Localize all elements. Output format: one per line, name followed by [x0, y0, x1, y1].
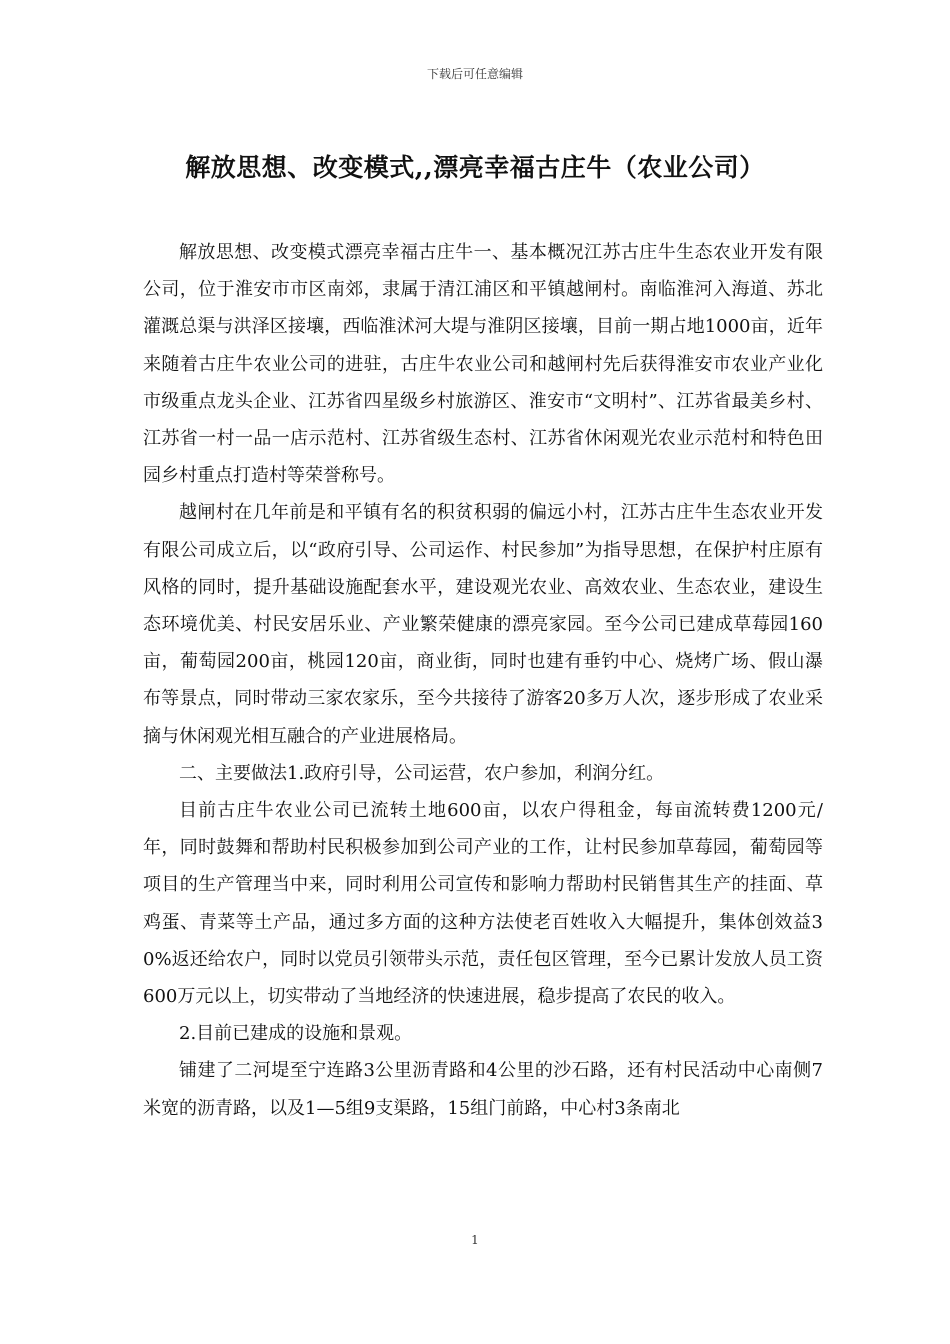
document-body [143, 234, 823, 1127]
document-title: 解放思想、改变模式,,漂亮幸福古庄牛（农业公司） [185, 153, 765, 182]
paragraph-roads: 铺建了二河堤至宁连路3公里沥青路和4公里的沙石路，还有村民活动中心南侧7米宽的沥青路，以及1—5组9支渠路，15组门前路，中心村3条南北 [143, 1060, 823, 1119]
page-number: 1 [471, 1233, 479, 1247]
paragraph-section-heading-methods: 二、主要做法1.政府引导，公司运营，农户参加，利润分红。 [179, 762, 665, 784]
paragraph-village-history: 越闸村在几年前是和平镇有名的积贫积弱的偏远小村，江苏古庄牛生态农业开发有限公司成立后，以“政府引导、公司运作、村民参加”为指导思想，在保护村庄原有风格的同时，提升基础设施配套水平，建设观光农业、高效农业、生态农业，建设生态环境优美、村民安居乐业、产业繁荣健康的漂亮家园。至今公司已建成草莓园160亩，葡萄园200亩，桃园120亩，商业街，同时也建有垂钓中心、烧烤广场、假山瀑布等景点，同时带动三家农家乐，至今共接待了游客20多万人次，逐步形成了农业采摘与休闲观光相互融合的产业进展格局。 [143, 502, 823, 747]
page-header-note: 下载后可任意编辑 [426, 67, 523, 81]
paragraph-land-transfer: 目前古庄牛农业公司已流转土地600亩，以农户得租金，每亩流转费1200元/年，同时鼓舞和帮助村民积极参加到公司产业的工作，让村民参加草莓园，葡萄园等项目的生产管理当中来，同时利用公司宣传和影响力帮助村民销售其生产的挂面、草鸡蛋、青菜等土产品，通过多方面的这种方法使老百姓收入大幅提升，集体创效益30%返还给农户，同时以党员引领带头示范，责任包区管理，至今已累计发放人员工资600万元以上，切实带动了当地经济的快速进展，稳步提高了农民的收入。 [143, 800, 823, 1008]
paragraph-subheading-facilities: 2.目前已建成的设施和景观。 [179, 1023, 413, 1045]
paragraph-overview: 解放思想、改变模式漂亮幸福古庄牛一、基本概况江苏古庄牛生态农业开发有限公司，位于淮安市市区南郊，隶属于清江浦区和平镇越闸村。南临淮河入海道、苏北灌溉总渠与洪泽区接壤，西临淮沭河大堤与淮阴区接壤，目前一期占地1000亩，近年来随着古庄牛农业公司的进驻，古庄牛农业公司和越闸村先后获得淮安市农业产业化市级重点龙头企业、江苏省四星级乡村旅游区、淮安市“文明村”、江苏省最美乡村、江苏省一村一品一店示范村、江苏省级生态村、江苏省休闲观光农业示范村和特色田园乡村重点打造村等荣誉称号。 [143, 242, 823, 487]
